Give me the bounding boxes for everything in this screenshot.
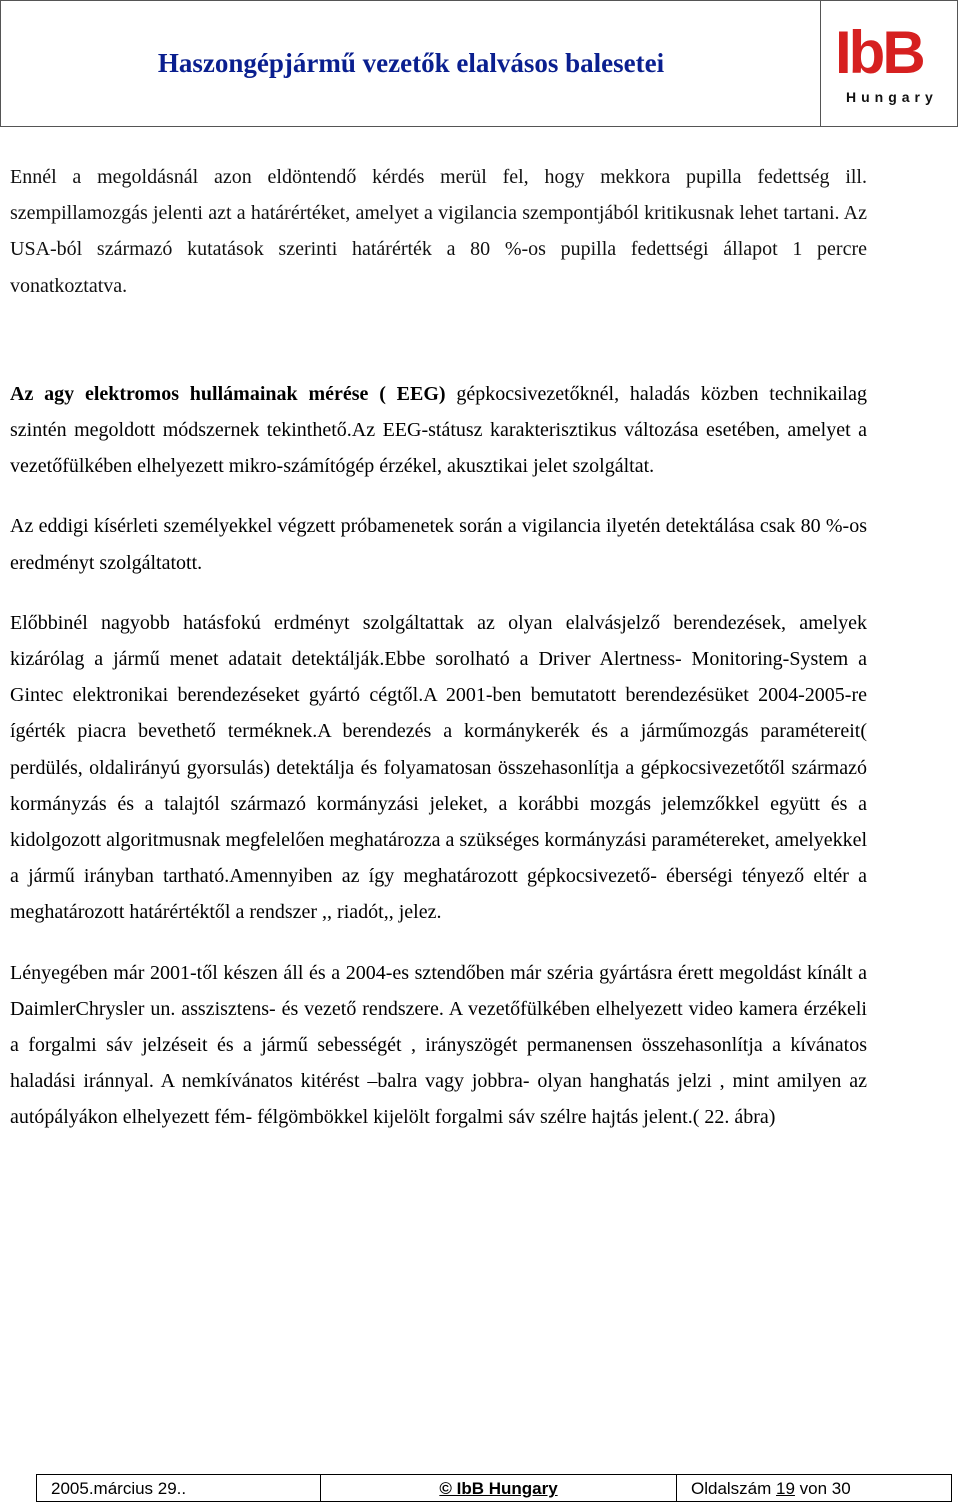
page-suffix: von 30 [794,1479,851,1498]
copyright-link[interactable]: © IbB Hungary [439,1479,558,1498]
document-title: Haszongépjármű vezetők elalvásos balesetei [2,1,821,126]
page-prefix: Oldalszám [691,1479,777,1498]
paragraph-driver-alertness: Előbbinél nagyobb hatásfokú erdményt szolgáltattak az olyan elalvásjelző berendezések, amelyek kizárólag a jármű menet adatait detektálják.Ebbe sorolható a Driver Alertness- Monitoring-System a Gintec elektronikai berendezéseket gyártó cégtől.A 2001-ben bemutatott berendezésüket 2004-2005-re ígérték piacra bevethető terméknek.A berendezés a kormánykerék és a járműmozgás paramétereit( perdülés, oldalirányú gyorsulás) detektálja és folyamatosan összehasonlítja a gépkocsivezetőtől származó kormányzás és a talajtól származó kormányzási jeleket, a korábbi mozgás jelemzőkkel együtt és a kidolgozott algoritmusnak megfelelően meghatározza a szükséges kormányzási paramétereket, amelyekkel a jármű irányban tartható.Amennyiben az így meghatározott gépkocsivezető- éberségi tényező eltér a meghatározott határértéktől a rendszer ,, riadót,, jelez. [10,611,867,924]
logo-mark: IbB [835,19,923,86]
eeg-heading: Az agy elektromos hullámainak mérése ( EEG) [10,382,446,405]
paragraph-pupil-coverage: Ennél a megoldásnál azon eldöntendő kérdés merül fel, hogy mekkora pupilla fedettség ill. szempillamozgás jelenti azt a határértéket, amelyet a vigilancia szempontjából kritikusnak lehet tartani. Az USA-ból származó kutatások szerinti határérték a 80 %-os pupilla fedettségi állapot 1 percre vonatkoztatva. [10,166,867,297]
footer-date: 2005.március 29.. [36,1475,320,1501]
logo-subtitle: Hungary [846,89,938,105]
page-footer [36,1474,952,1502]
page-header [0,0,958,127]
paragraph-daimlerchrysler: Lényegében már 2001-től készen áll és a 2004-es sztendőben már széria gyártásra érett megoldást kínált a DaimlerChrysler un. asszisztens- és vezető rendszere. A vezetőfülkében elhelyezett video kamera érzékeli a forgalmi sáv jelzéseit és a jármű sebességét , irányszögét permanensen összehasonlítja a kívánatos haladási iránnyal. A nemkívánatos kitérést –balra vagy jobbra- olyan hanghatás jelzi , mint amilyen az autópályákon elhelyezett fém- félgömbökkel kijelölt forgalmi sáv szélre hajtás jelent.( 22. ábra) [10,961,867,1129]
footer-page-number [676,1475,952,1501]
paragraph-trial-results: Az eddigi kísérleti személyekkel végzett próbamenetek során a vigilancia ilyetén detektálása csak 80 %-os eredményt szolgáltatott. [10,515,867,574]
page-number: 19 [776,1479,795,1498]
paragraph-eeg [10,376,867,485]
footer-copyright [320,1475,676,1501]
eeg-text: gépkocsivezetőknél, haladás közben technikailag szintén megoldott módszernek tekinthető.Az EEG-státusz karakterisztikus változása esetében, amelyet a vezetőfülkében elhelyezett mikro-számítógép érzékel, akusztikai jelet szolgáltat. [10,382,867,478]
ibb-hungary-logo [821,1,958,126]
document-body [10,159,867,1136]
